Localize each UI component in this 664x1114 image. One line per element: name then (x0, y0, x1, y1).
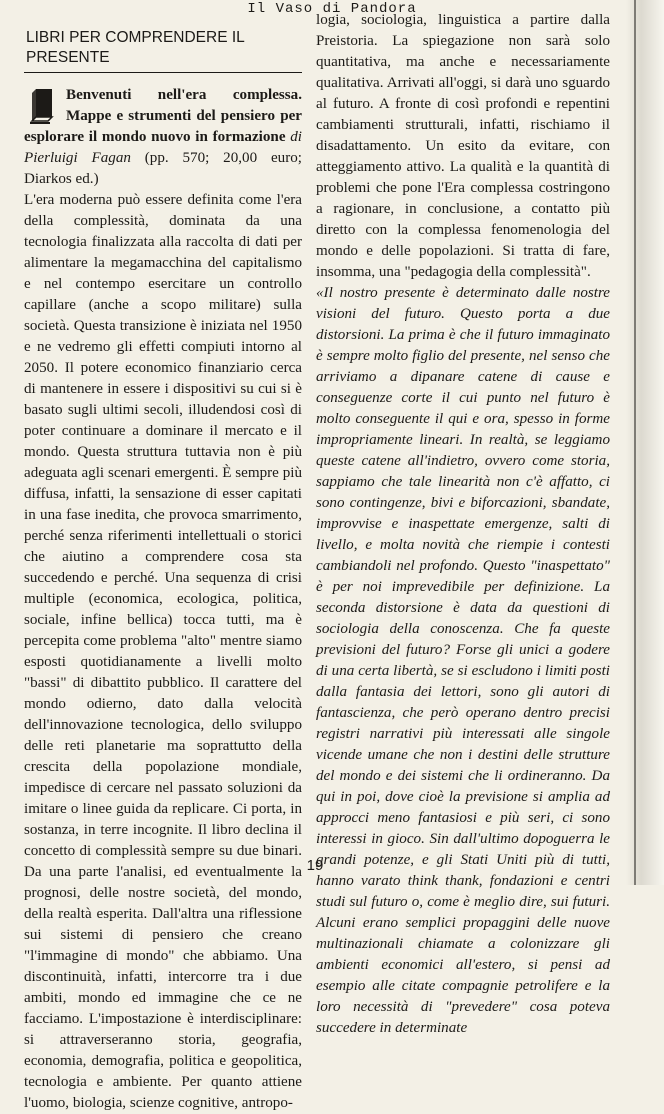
book-title: Benvenuti nell'era complessa. Mappe e strumenti del pensiero per esplorare il mondo nuovo in formazione (24, 87, 302, 145)
left-column (24, 28, 302, 1114)
quoted-excerpt: «Il nostro presente è determinato dalle nostre visioni del futuro. Questo porta a due distorsioni. La prima è che il futuro immaginato è sempre molto figlio del presente, nel senso che arriviamo a dipanare catene di cause e conseguenze corte il cui punto nel futuro è molto conseguente il qui e ora, spesso in forme impropriamente lineari. In realtà, se leggiamo queste catene all'indietro, ovvero come storia, sappiamo che tale linearità non c'è affatto, ci sono contingenze, bivi e biforcazioni, sbandate, improvvise e inaspettate emergenze, salti di livello, e molta novità che riempie i contesti cambiandoli nel profondo. Questo "inaspettato" è per noi imprevedibile per definizione. La seconda distorsione è data da questioni di sociologia della conoscenza. Che fa queste previsioni del futuro? Forse gli unici a godere di una certa libertà, se si escludono i limiti posti dalla fantasia dei lettori, sono gli autori di fantascienza, che però operano dentro precisi registri narrativi più interessati alle singole vicende umane che non i destini delle strutture del mondo e dei sistemi che li ordineranno. Da qui in poi, dove cioè la previsione si amplia ad approcci meno fantasiosi e più seri, ci sono interessi in gioco. Sin dall'ultimo dopoguerra le grandi potenze, e gli Stati Uniti più di tutti, hanno varato think thank, fondazioni e centri studi sul futuro o, come è meglio dire, sui futuri. Alcuni erano semplici propaggini delle nuove multinazionali chiamate a colonizzare gli ambienti economici all'estero, si pensi ad esempio alle citate compagnie petrolifere e la loro necessità di "prevedere" cosa poteva succedere in determinate (316, 285, 610, 1036)
book-icon (28, 87, 56, 125)
running-head: Il Vaso di Pandora (247, 1, 417, 17)
book-entry (24, 85, 302, 190)
book-author: di Pierluigi Fagan (24, 129, 302, 166)
section-title: LIBRI PER COMPRENDERE IL PRESENTE (24, 28, 302, 73)
book-details: (pp. 570; 20,00 euro; Diarkos ed.) (24, 150, 302, 187)
review-text-right: logia, sociologia, linguistica a partire dalla Preistoria. La spiegazione non sarà solo quantitativa, ma anche e necessariamente qualitativa. Arrivati all'oggi, si darà uno sguardo al futuro. A fronte di così profondi e repentini cambiamenti strutturali, infatti, rischiamo il disadattamento. Un esito da evitare, con atteggiamento attivo. La qualità e la quantità di problemi che pone l'Era complessa costringono a ragionare, in conclusione, a contatto più diretto con la complessa fenomenologia del mondo e delle popolazioni. Si tratta di fare, insomma, una "pedagogia della complessità". (316, 12, 610, 280)
review-text-left: L'era moderna può essere definita come l'era della complessità, dominata da una tecnologia finalizzata alla raccolta di dati per alimentare la megamacchina del capitalismo e nel contempo esercitare un controllo capillare (anche a scopo militare) sulla società. Questa transizione è iniziata nel 1950 e ne vedremo gli effetti compiuti intorno al 2050. Il potere economico finanziario cerca di mantenere in essere i dispositivi su cui si è basato sugli ultimi secoli, illudendosi così di poter continuare a dominare il mercato e il mondo. Questa struttura tuttavia non è più adeguata agli scenari emergenti. È sempre più diffusa, infatti, la sensazione di esser capitati in una fase inedita, che provoca smarrimento, perché senza riferimenti intellettuali o storici che aiutino a comprendere cosa sta succedendo e perché. Una sequenza di crisi multiple (economica, ecologica, politica, sociale, infine bellica) tocca tutti, ma è percepita come problema "alto" mentre siamo esposti quotidianamente a livelli molto "bassi" di dibattito pubblico. Il carattere del mondo odierno, dato dalla velocità dell'innovazione tecnologica, dello sviluppo delle reti planetarie ma soprattutto della crescita della popolazione mondiale, impedisce di cercare nel passato soluzioni da imitare o linee guida da replicare. Ci porta, in sostanza, in terre incognite. Il libro declina il concetto di complessità sempre su due binari. Da una parte l'analisi, ed eventualmente la prognosi, delle nostre società, del mondo, della realtà esperita. Dall'altra una riflessione sui sistemi di pensiero che creano "l'immagine di mondo" che abbiamo. Una discontinuità, infatti, intercorre tra i due ambiti, mondo ed immagine che ce ne facciamo. L'impostazione è interdisciplinare: si attraverseranno storia, geografia, economia, demografia, politica e geopolitica, tecnologia e ambiente. Per quanto attiene l'uomo, biologia, scienze cognitive, antropo- (24, 192, 302, 1111)
page-edge-line (634, 0, 636, 885)
page-edge (626, 0, 664, 885)
page-number: 19 (306, 857, 324, 874)
